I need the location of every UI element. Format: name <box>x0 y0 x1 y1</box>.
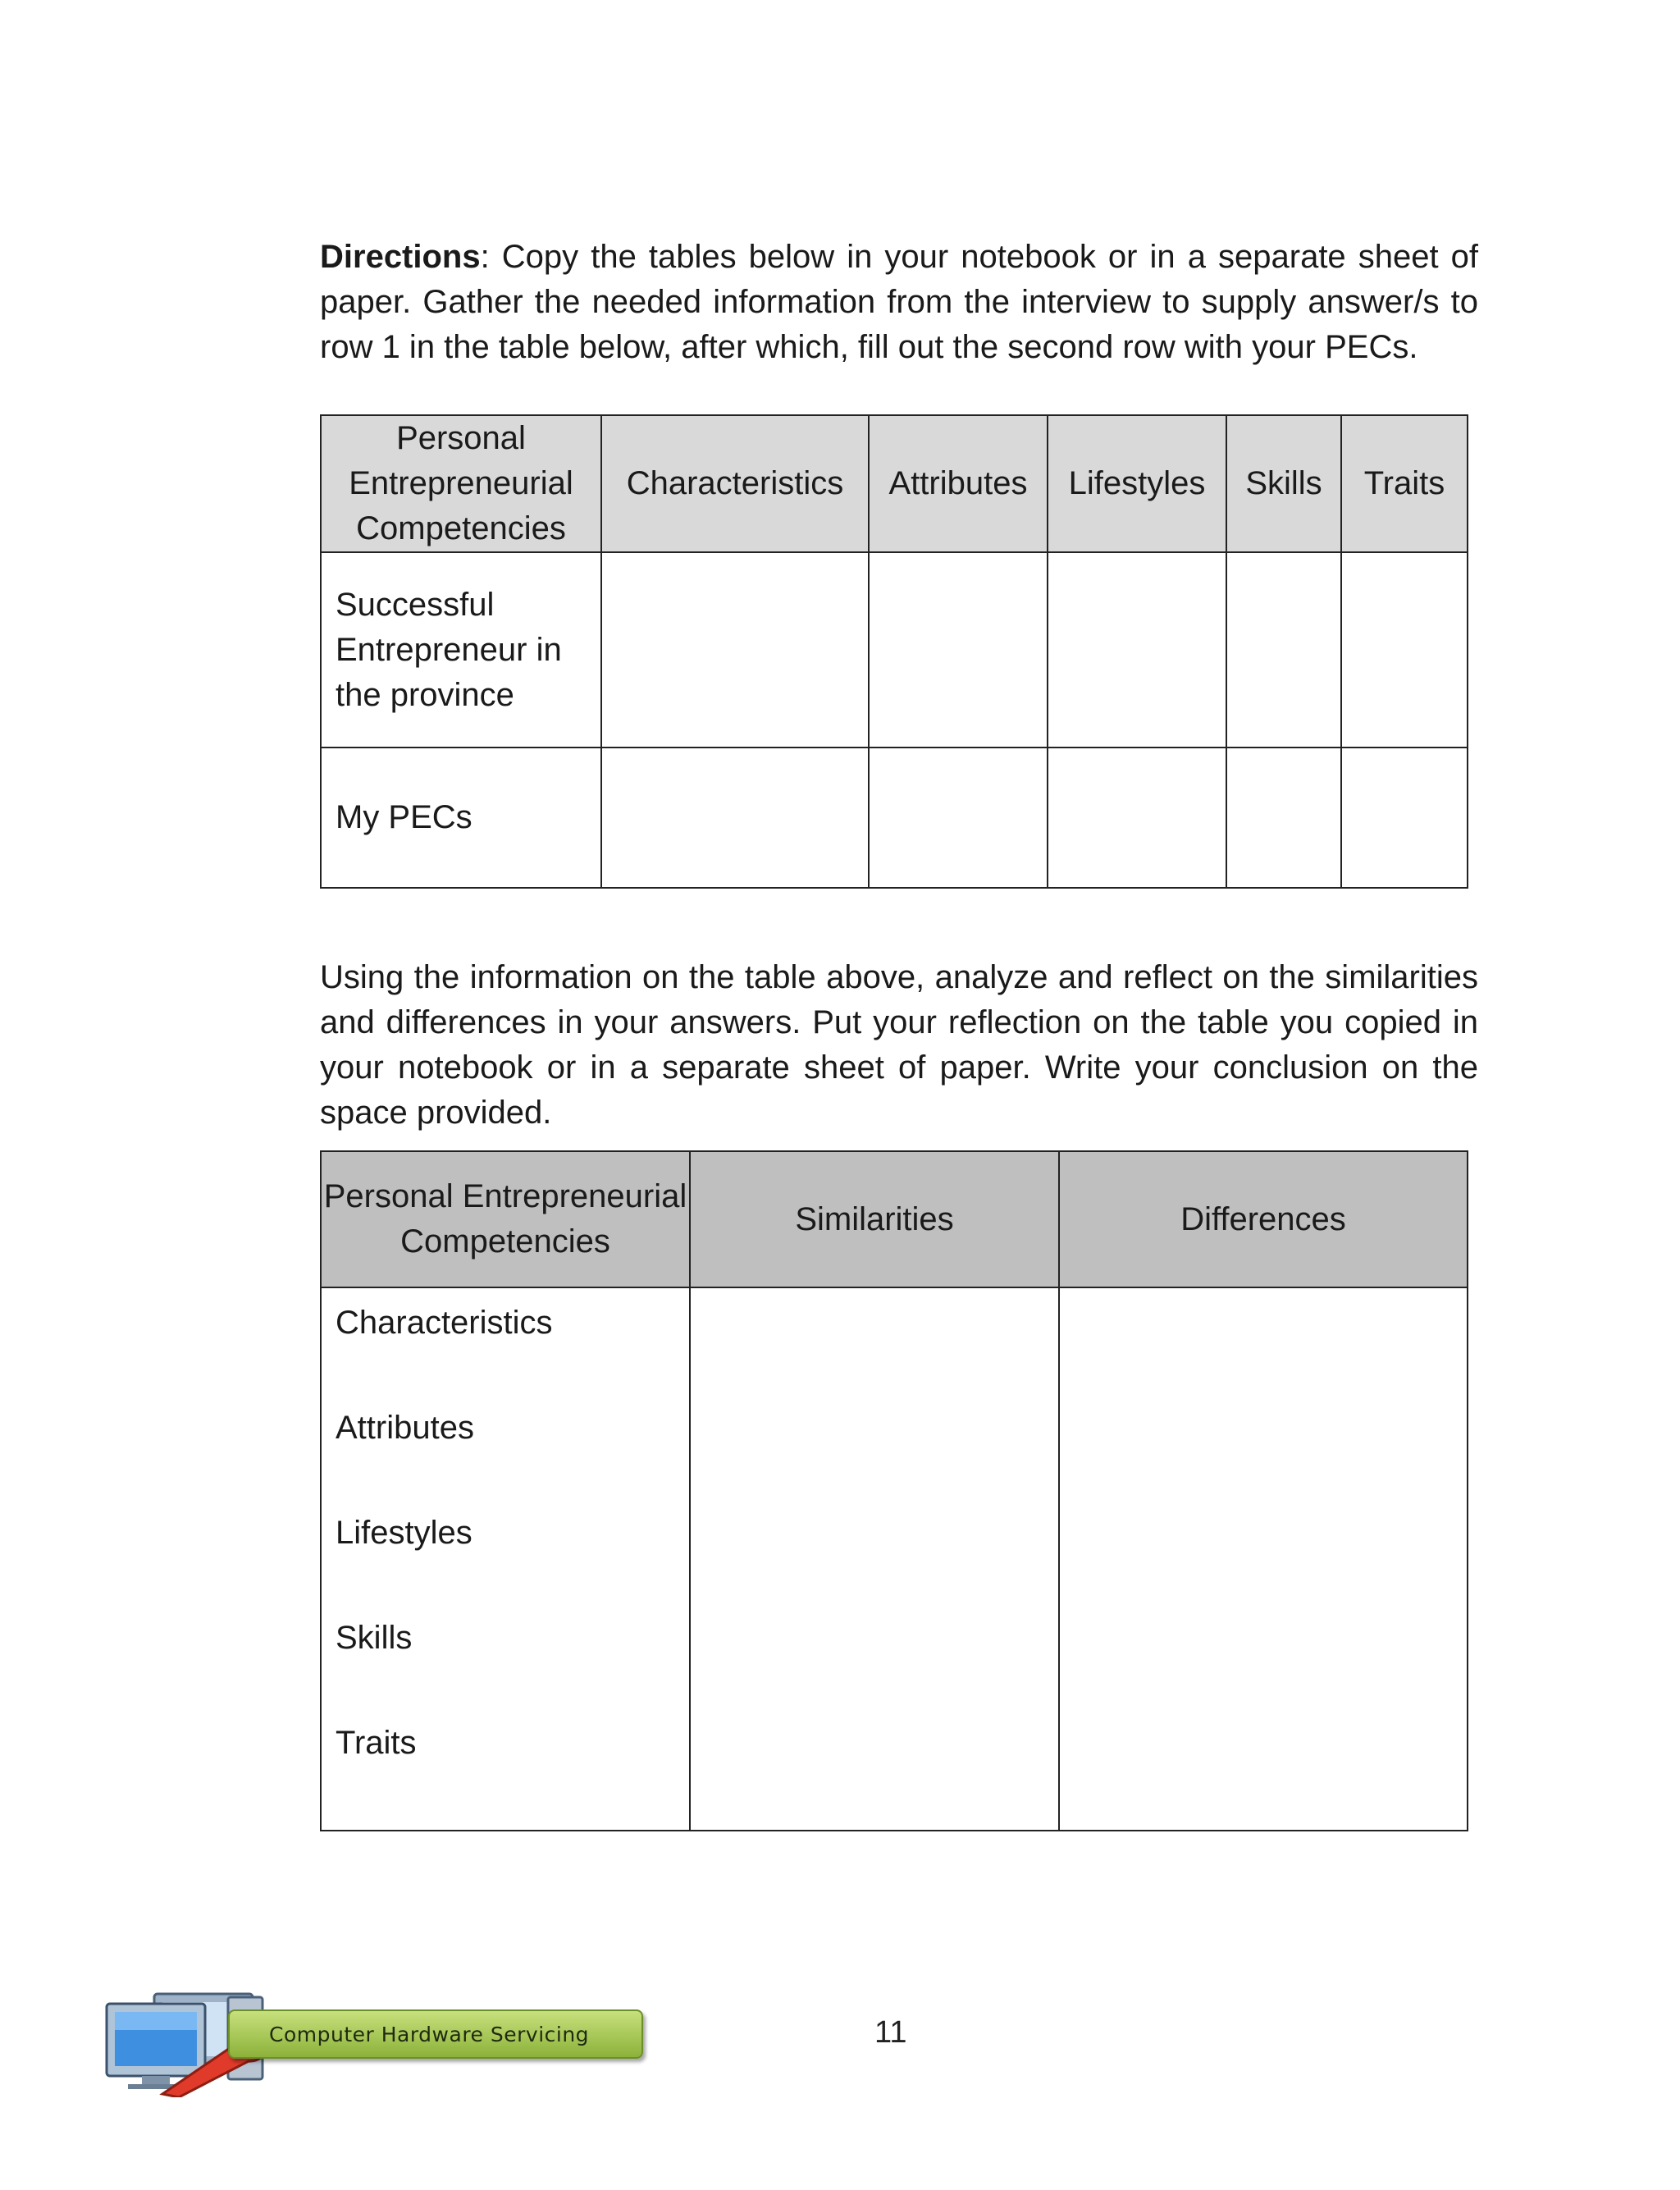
reflect-header-competencies: Personal Entrepreneurial Competencies <box>321 1151 690 1287</box>
category-cell <box>321 1287 690 1831</box>
pec-table-header-row <box>321 415 1468 552</box>
differences-blank-cell <box>1059 1287 1468 1831</box>
category-attributes: Attributes <box>336 1410 474 1446</box>
similarities-blank-cell <box>690 1287 1059 1831</box>
blank-cell <box>869 552 1048 748</box>
pec-header-skills: Skills <box>1226 415 1341 552</box>
pec-header-competencies: Personal Entrepreneurial Competencies <box>321 415 601 552</box>
page-number: 11 <box>874 2015 907 2050</box>
reflect-header-differences: Differences <box>1059 1151 1468 1287</box>
category-skills: Skills <box>336 1620 413 1656</box>
blank-cell <box>1048 552 1226 748</box>
blank-cell <box>1226 748 1341 888</box>
directions-label: Directions <box>320 239 481 275</box>
blank-cell <box>1341 552 1468 748</box>
pec-header-attributes: Attributes <box>869 415 1048 552</box>
blank-cell <box>601 748 869 888</box>
reflection-table-header-row <box>321 1151 1468 1287</box>
blank-cell <box>1226 552 1341 748</box>
category-lifestyles: Lifestyles <box>336 1515 472 1551</box>
footer-banner <box>228 2009 643 2059</box>
category-list <box>322 1288 689 1813</box>
directions-paragraph <box>320 235 1478 370</box>
pec-header-traits: Traits <box>1341 415 1468 552</box>
footer-banner-text: Computer Hardware Servicing <box>269 2022 590 2046</box>
table-row <box>321 748 1468 888</box>
reflection-paragraph: Using the information on the table above, analyze and reflect on the similarities and differences in your answers. Put your reflection on the table you copied in your notebook or in a separate sheet of paper. Write your conclusion on the space provided. <box>320 959 1478 1131</box>
row-label-my-pecs: My PECs <box>321 748 601 888</box>
blank-cell <box>1341 748 1468 888</box>
pec-header-characteristics: Characteristics <box>601 415 869 552</box>
table-row <box>321 552 1468 748</box>
category-characteristics: Characteristics <box>336 1305 553 1341</box>
pec-header-lifestyles: Lifestyles <box>1048 415 1226 552</box>
table-row <box>321 1287 1468 1831</box>
blank-cell <box>869 748 1048 888</box>
blank-cell <box>601 552 869 748</box>
blank-cell <box>1048 748 1226 888</box>
reflection-table <box>320 1150 1468 1831</box>
category-traits: Traits <box>336 1725 417 1761</box>
reflect-header-similarities: Similarities <box>690 1151 1059 1287</box>
directions-text: : Copy the tables below in your notebook or in a separate sheet of paper. Gather the needed information from the interview to supply answer/s to row 1 in the table below, after which, fill out the second row with your PECs. <box>320 239 1478 365</box>
pec-table <box>320 414 1468 889</box>
row-label-successful-entrepreneur: Successful Entrepreneur in the province <box>321 552 601 748</box>
